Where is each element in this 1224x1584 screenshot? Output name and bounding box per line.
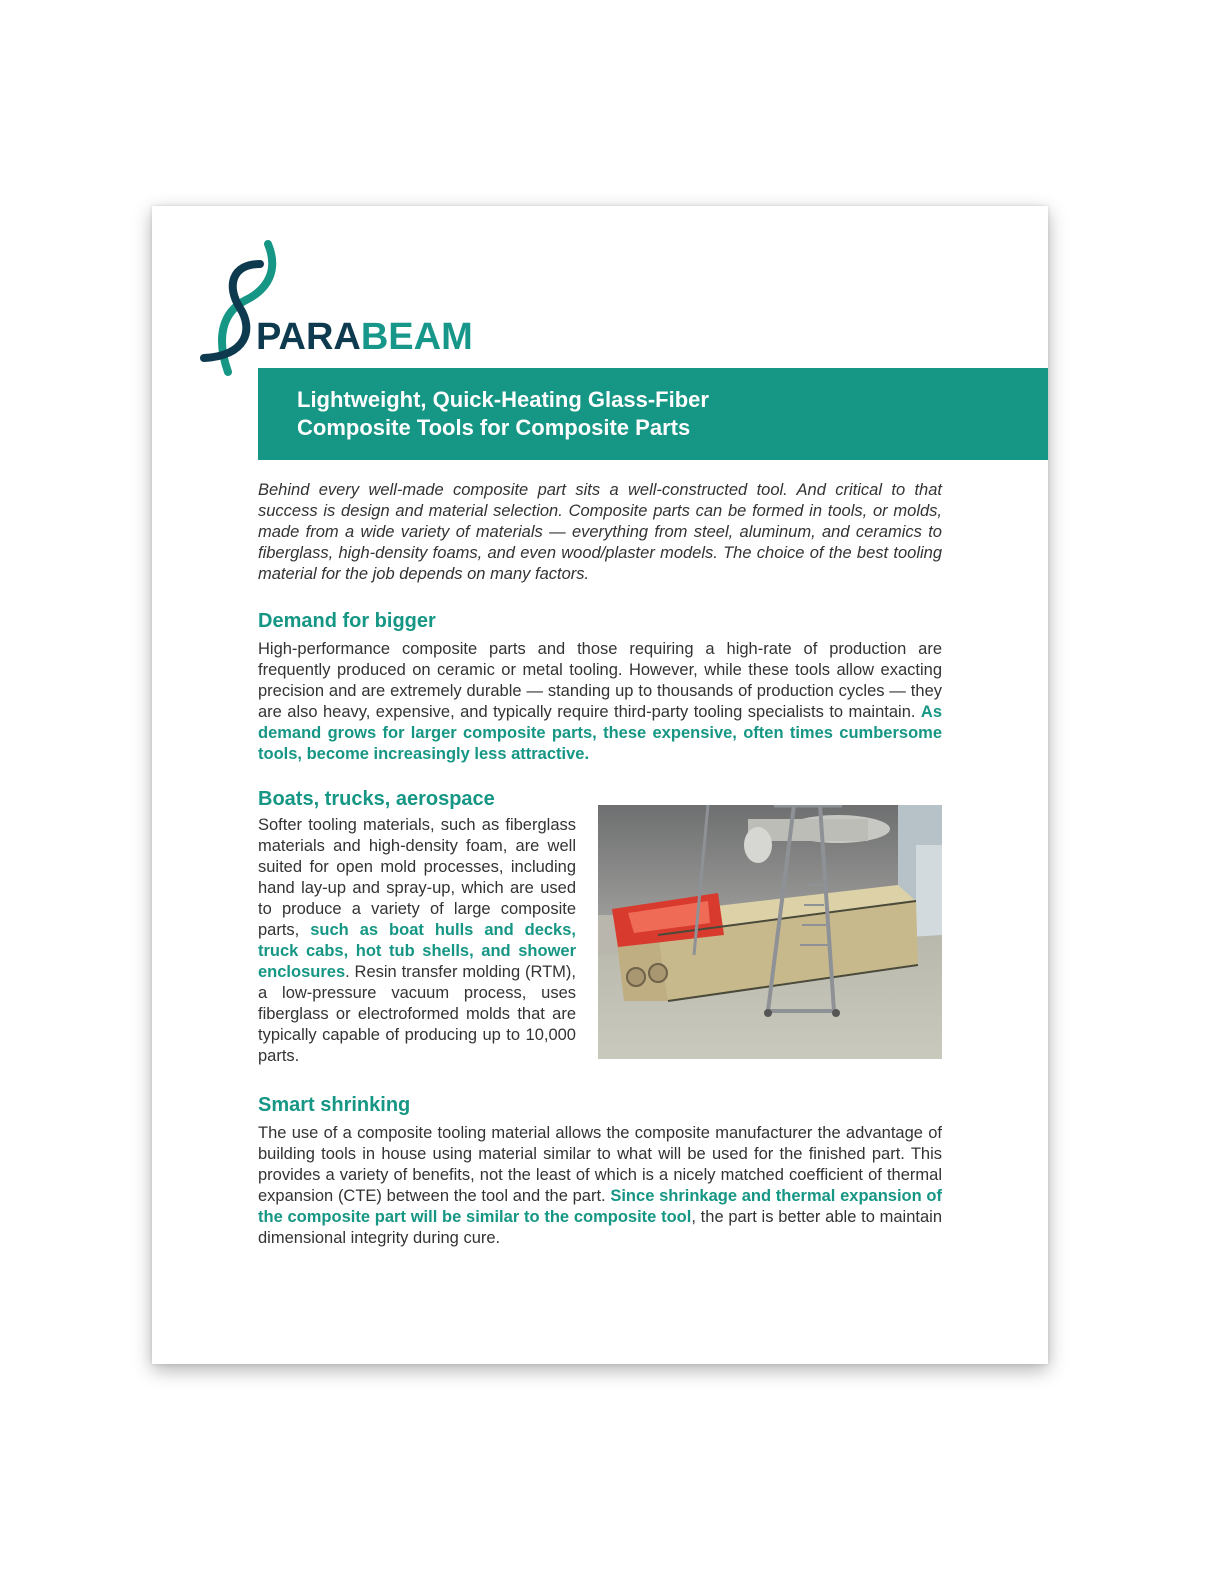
section-smart-shrinking <box>258 1093 942 1249</box>
title-line-2: Composite Tools for Composite Parts <box>297 415 691 440</box>
brand-name-part2: BEAM <box>360 316 473 358</box>
section-heading: Boats, trucks, aerospace <box>258 788 495 810</box>
section-demand-for-bigger <box>258 609 942 765</box>
section-paragraph <box>258 1123 942 1249</box>
section-boats-trucks-aerospace <box>258 787 942 1067</box>
parabeam-logo <box>200 238 500 378</box>
highlight-text: Since shrinkage and thermal expansion of the composite part will be similar to the composite tool <box>258 1187 942 1226</box>
section-heading: Smart shrinking <box>258 1094 411 1116</box>
paragraph-text: High-performance composite parts and those requiring a high-rate of production are frequently produced on ceramic or metal tooling. However, while these tools allow exacting precision and are extremely durable — standing up to thousands of production cycles — they are also heavy, expensive, and typically require third-party tooling specialists to maintain. <box>258 640 942 721</box>
highlight-text: As demand grows for larger composite parts, these expensive, often times cumbersome tools, become increasingly less attractive. <box>258 703 942 763</box>
composite-tool-oven-image <box>598 805 942 1059</box>
section-paragraph <box>258 815 576 1067</box>
document-page <box>152 206 1048 1364</box>
title-line-1: Lightweight, Quick-Heating Glass-Fiber <box>297 387 709 412</box>
paragraph-text: The use of a composite tooling material allows the composite manufacturer the advantage of building tools in house using material similar to what will be used for the finished part. This provides a variety of benefits, not the least of which is a nicely matched coefficient of thermal expansion (CTE) between the tool and the part. <box>258 1124 942 1205</box>
paragraph-text: . Resin transfer molding (RTM), a low-pressure vacuum process, uses fiberglass or electroformed molds that are typically capable of producing up to 10,000 parts. <box>258 963 576 1065</box>
section-body <box>258 815 942 1067</box>
page-title <box>297 386 709 442</box>
main-content <box>258 480 942 1249</box>
brand-name-part1: PARA <box>256 316 361 358</box>
section-heading: Demand for bigger <box>258 610 436 632</box>
brand-wordmark <box>256 318 473 356</box>
highlight-text: such as boat hulls and decks, truck cabs, hot tub shells, and shower enclosures <box>258 921 576 981</box>
section-paragraph <box>258 639 942 765</box>
intro-paragraph: Behind every well-made composite part sits a well-constructed tool. And critical to that success is design and material selection. Composite parts can be formed in tools, or molds, made from a wide variety of materials — everything from steel, aluminum, and ceramics to fiberglass, high-density foams, and even wood/plaster models. The choice of the best tooling material for the job depends on many factors. <box>258 481 942 583</box>
paragraph-text: Softer tooling materials, such as fiberglass materials and high-density foam, are well suited for open mold processes, including hand lay-up and spray-up, which are used to produce a variety of large composite parts, <box>258 816 576 939</box>
paragraph-text: , the part is better able to maintain dimensional integrity during cure. <box>258 1208 943 1247</box>
composite-tool-photo <box>598 805 942 1059</box>
title-banner <box>258 368 1048 460</box>
